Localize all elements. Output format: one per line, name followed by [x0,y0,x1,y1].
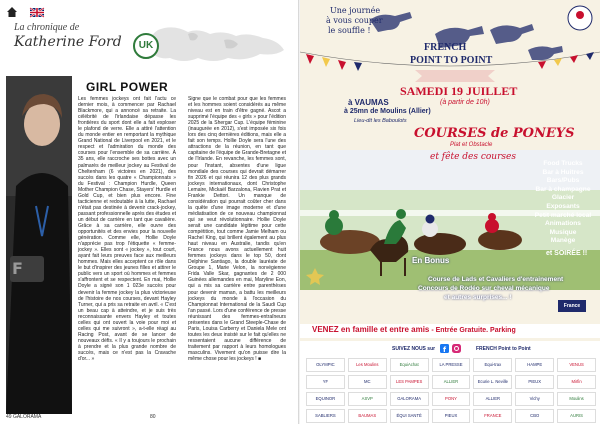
event-title-line-1: FRENCH [424,42,467,53]
top-bar [6,6,294,18]
courses-title: COURSES de PONEYS [414,126,575,141]
sponsor-logo: EQUINOR [306,392,345,406]
sponsor-logo: PIEUX [515,375,554,389]
courses-subtitle: Plat et Obstacle [450,142,493,148]
sponsor-logo: GALORAMA [390,392,429,406]
bonus-line-2: Concours de Rodéo sur cheval mécanique [418,285,550,292]
sponsor-logo: MC [348,375,387,389]
location-town: à VAUMAS [348,98,389,107]
sponsor-logo: EquiAchat [390,358,429,372]
sponsor-logo: PONY [432,392,471,406]
footer-banner-main: VENEZ en famille et entre amis [312,325,430,334]
activity-item: Petit marché local [534,211,592,219]
sponsor-logo: OLYMPIC [306,358,345,372]
sponsor-logo: LA PRESSE [432,358,471,372]
activity-item: Bar à champagne [535,185,591,193]
location-distance: à 25mn de Moulins (Allier) [344,108,431,115]
svg-text:F: F [12,259,23,278]
sponsor-logo: ALLIER [473,392,512,406]
activity-item: Bar à Huitres [542,168,584,176]
sponsor-logo: Mirfin [557,375,596,389]
sponsor-logo: HAMPE [515,358,554,372]
sponsor-logo: PIEUX [432,409,471,423]
event-time: (à partir de 10h) [440,99,490,106]
uk-flag-icon [30,8,44,17]
fete-des-courses: et fête des courses [430,152,516,162]
soiree-label: et SOIRÉE !! [546,250,588,257]
right-page-poster [300,0,600,424]
svg-text:f: f [443,346,447,354]
bonus-line-1: Course de Lads et Cavaliers d'entrainement [428,276,564,283]
sponsor-logo: YF [306,375,345,389]
activity-item: Bars/Pubs [546,177,580,185]
article-column-2: Signe que le combat pour que les femmes et les hommes soient considérés au même niveau est en train d'être gagné. Ascot a supprimé l'équipe des « girls » pour l'édition 2025 de la Shergar Cup. L'équipe féminine (inaugurée en 2012), s'est imposée six fois lors des cinq dernières éditions, mais elle a fait son temps. Hollie Doyle sera l'une des attractions de la réunion, en tant que capitaine de l'équipe de Grande-Bretagne et de l'Irlande. En revanche, les femmes sont, pour l'instant, absentes d'une ligue mondiale des courses qui devrait démarrer fin 2026 et qui réunira 12 des plus grands jockeys internationaux, dont Christophe Lemaire, Mickaël Barzalona, Flavien Prat et Frankie Dettori. Un manque de considération qui pourrait coûter cher dans la quête d'une image moderne et d'une médiatisation de ce nouveau championnat qui se veut révolutionnaire. Hollie Doyle serait une candidate légitime pour cette compétition, tout comme Jamie Melham ou Rachel King, qui brillent également au plus haut niveau en Australie, tandis qu'en France nous avons actuellement huit femmes jockeys dans le top 50, dont Delphine Santiago, la double lauréate de Groupe 1, Marie Velon, la norvégienne Frida Valle Skar, gagnantes de 2 000 Guinées allemandes en mai, Maryline Eon, qui a mis sa carrière entre parenthèses pour devenir maman, a battu les meilleurs jockeys du monde à l'occasion du Championnat International de la Saudi Cup l'an passé. Lors d'une conférence de presse réunissant des femmes-entraîneurs présentes dans le Grand Steeple-Chase de Paris, Louisa Carberry et Daniela Mele ont toutes les deux insisté sur le fait qu'elles ne ressentaient aucune différence de traitement par rapport à leurs homologues masculins. Vivement qu'on puisse dire la même chose pour les jockeys ! ■ [188,96,286,363]
sponsor-logo: FRANCE [473,409,512,423]
uk-badge: UK [133,33,159,59]
footer-banner [312,325,596,334]
portrait-photo [6,76,72,414]
sponsor-logo: Equi-trax [473,358,512,372]
article-column-1: Les femmes jockeys ont fait l'actu ce dernier mois, à commencer par Rachael Blackmore, qui a annoncé sa retraite. La célébrité de l'irlandaise dépasse les frontières du sport dont elle a fait exploser le plafond de verre. Elle a attiré l'attention du monde entier en remportant la mythique Grand National de Liverpool en 2021, et le respect et l'admiration du monde des courses pour l'ensemble de sa carrière. À 35 ans, elle raccroche ses bottes avec un palmarès de meilleur jockey au Festival de Cheltenham (6 victoires en 2021), des succès dans les quatre « Championnats » du Festival : Champion Hurdle, Queen Mother Champion Chase, Stayers' Hurdle et Gold Cup, et bien plus encore. Fine tacticienne et redoutable à la lutte, Rachael n'était pas destinée à devenir crack-jockey, passant professionnelle après des études et un début de carrière en tant que cavalière. Grâce à sa carrière, elle ouvre des opportunités et des envies pour la nouvelle génération. Comme elle, Hollie Doyle n'apprécie pas trop l'étiquette « femme-jockey ». Elles sont « jockey », tout court, ayant fait leurs preuves face aux meilleurs hommes. Mais elles acceptent ce rôle dans le but d'inspirer des jeunes filles et attirer le public vers un sport où hommes et femmes s'affrontent et se respectent. En mai, Hollie Doyle a signé son 1 023e succès pour devenir la femme jockey la plus victorieuse de l'histoire de nos courses, devant Hayley Turner, qui a pris sa retraite en avril. « C'est un beau cap à atteindre, et je suis très reconnaissante envers Hayley et toutes celles qui ont ouvert la voie pour moi et celles qui me suivront », a-t-elle réagi au Racing Post, avant de se lancer de nouveaux défis. « Il y a toujours le prochain à prendre et la plus grande nombre de succès, mais ce n'est pas la Cravache d'or... » [78,96,176,363]
footer-banner-sub: - Entrée Gratuite. Parking [429,327,516,334]
slogan-line-1: Une journée [330,6,381,15]
page-footer-left: 49 GALORAMA [6,414,42,420]
sponsor-logo: Moulins [557,392,596,406]
riders-silhouette [370,12,563,60]
activities-list [528,160,598,246]
slogan-line-3: le souffle ! [328,26,371,35]
sponsor-logo: LES PAMPES [390,375,429,389]
article-title: GIRL POWER [86,80,169,94]
bonus-title: En Bonus [412,256,450,265]
activity-item: Exposants [546,202,580,210]
activity-item: Animations [545,220,581,228]
activity-item: Musique [549,228,577,236]
sponsor-logo: ÉQUI SANTÉ [390,409,429,423]
sponsor-logo: Vichy [515,392,554,406]
sponsor-logo: ALLIER [432,375,471,389]
location-place: Lieu-dit les Baboulots [354,118,407,124]
sponsor-logo: ASVP [348,392,387,406]
follow-label: SUIVEZ NOUS sur [392,346,436,352]
sponsor-logo: BAUMAS [348,409,387,423]
sponsor-logo: SABLIERS [306,409,345,423]
sponsor-logo: AURIS [557,409,596,423]
sponsor-logo: Ecurie L. Neville [473,375,512,389]
france-badge: France [558,300,586,312]
sponsor-grid [306,358,596,423]
activity-item: Food Trucks [543,160,583,167]
activity-item: Glacier [551,194,575,202]
chronicle-label: La chronique de [14,22,80,33]
event-title-line-2: POINT TO POINT [410,55,493,66]
event-date: SAMEDI 19 JUILLET [400,84,518,98]
bonus-line-3: et autres surprises... ! [444,294,512,301]
sponsor-logo: VENUS [557,358,596,372]
sponsor-logo: Les Moulins [348,358,387,372]
author-name: Katherine Ford [14,34,122,50]
facebook-icon[interactable] [440,344,449,353]
home-icon[interactable] [6,6,18,18]
activity-item: Manège [550,237,576,245]
page-number: 80 [150,414,156,420]
instagram-icon[interactable] [452,344,461,353]
slogan-line-2: à vous couper [326,16,383,25]
follow-name: FRENCH Point to Point [476,346,531,352]
sponsor-logo: CBO [515,409,554,423]
